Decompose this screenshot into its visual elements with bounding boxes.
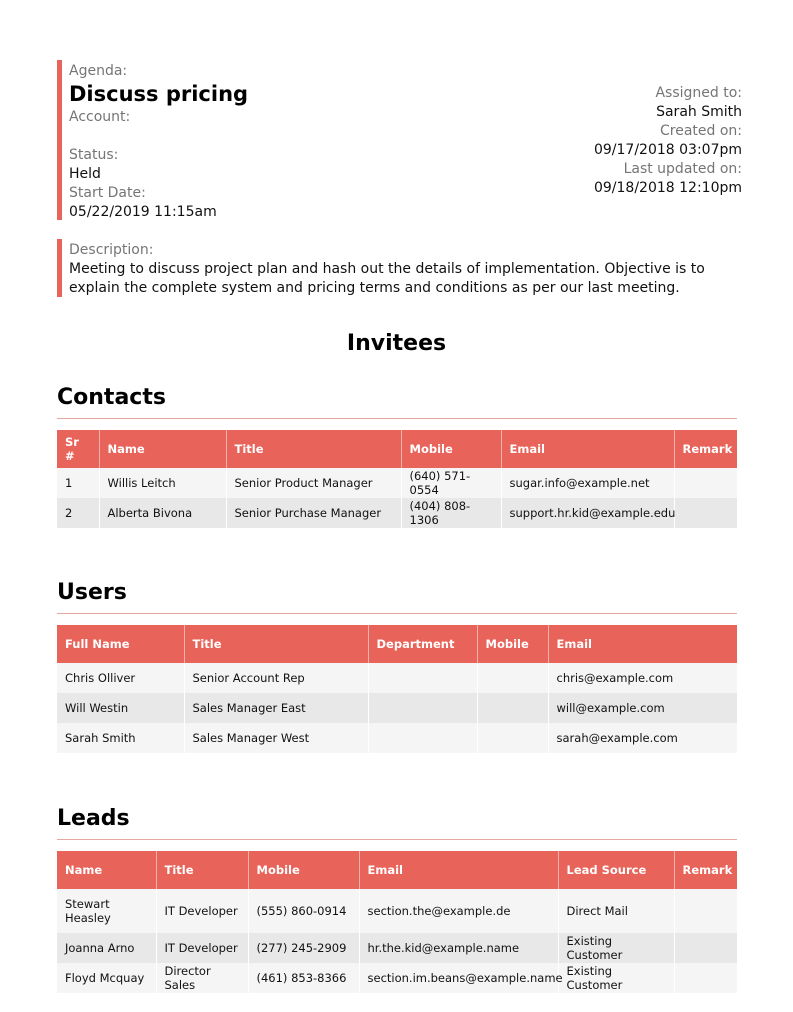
table-cell: (461) 853-8366 <box>248 963 359 993</box>
column-header: Email <box>548 625 737 663</box>
table-row <box>57 498 737 528</box>
table-cell: will@example.com <box>548 693 737 723</box>
table-row <box>57 963 737 993</box>
leads-heading: Leads <box>57 806 130 831</box>
contacts-table <box>57 430 737 528</box>
table-cell: 1 <box>57 468 99 498</box>
table-cell: 2 <box>57 498 99 528</box>
agenda-label: Agenda: <box>69 63 128 79</box>
table-cell: Sales Manager West <box>184 723 368 753</box>
status-label: Status: <box>69 147 119 163</box>
users-heading: Users <box>57 580 127 605</box>
column-header: Full Name <box>57 625 184 663</box>
table-cell: (640) 571-0554 <box>401 468 501 498</box>
leads-table <box>57 851 737 993</box>
column-header: Remark <box>674 851 737 889</box>
table-cell <box>368 723 477 753</box>
column-header: Mobile <box>477 625 548 663</box>
table-cell <box>674 468 737 498</box>
table-cell: section.the@example.de <box>359 889 558 933</box>
table-cell <box>674 889 737 933</box>
contacts-header-row <box>57 430 737 468</box>
table-cell: sarah@example.com <box>548 723 737 753</box>
table-cell: Existing Customer <box>558 933 674 963</box>
updated-value: 09/18/2018 12:10pm <box>593 180 742 196</box>
meeting-details-left <box>69 62 429 222</box>
column-header: Title <box>184 625 368 663</box>
account-value <box>69 127 429 146</box>
invitees-heading: Invitees <box>346 331 447 356</box>
users-header-row <box>57 625 737 663</box>
users-divider <box>57 613 737 614</box>
table-cell <box>674 963 737 993</box>
leads-header-row <box>57 851 737 889</box>
table-cell: hr.the.kid@example.name <box>359 933 558 963</box>
table-row <box>57 468 737 498</box>
column-header: Email <box>359 851 558 889</box>
status-value: Held <box>69 166 101 182</box>
column-header: Email <box>501 430 674 468</box>
table-cell: (555) 860-0914 <box>248 889 359 933</box>
table-cell: Chris Olliver <box>57 663 184 693</box>
table-cell: Joanna Arno <box>57 933 156 963</box>
table-cell <box>674 933 737 963</box>
column-header: Name <box>99 430 226 468</box>
table-cell <box>477 693 548 723</box>
table-cell: Direct Mail <box>558 889 674 933</box>
column-header: Lead Source <box>558 851 674 889</box>
table-cell: section.im.beans@example.name <box>359 963 558 993</box>
table-cell: Sales Manager East <box>184 693 368 723</box>
table-row <box>57 723 737 753</box>
created-value: 09/17/2018 03:07pm <box>593 142 742 158</box>
table-cell: Willis Leitch <box>99 468 226 498</box>
assigned-label: Assigned to: <box>655 85 742 101</box>
table-cell: (404) 808-1306 <box>401 498 501 528</box>
start-date-value: 05/22/2019 11:15am <box>69 204 217 220</box>
column-header: Remark <box>674 430 737 468</box>
agenda-title: Discuss pricing <box>69 82 249 106</box>
column-header: Name <box>57 851 156 889</box>
table-row <box>57 663 737 693</box>
table-cell: support.hr.kid@example.edu <box>501 498 674 528</box>
table-cell: Alberta Bivona <box>99 498 226 528</box>
column-header: Mobile <box>248 851 359 889</box>
table-cell <box>477 663 548 693</box>
leads-divider <box>57 839 737 840</box>
table-cell: Will Westin <box>57 693 184 723</box>
table-cell: Senior Product Manager <box>226 468 401 498</box>
table-cell: IT Developer <box>156 889 248 933</box>
meeting-header <box>57 60 742 220</box>
table-row <box>57 693 737 723</box>
table-row <box>57 933 737 963</box>
table-cell <box>368 663 477 693</box>
table-cell: Floyd Mcquay <box>57 963 156 993</box>
description-block <box>57 239 742 297</box>
assigned-value: Sarah Smith <box>656 104 742 120</box>
column-header: Title <box>226 430 401 468</box>
table-cell: (277) 245-2909 <box>248 933 359 963</box>
table-cell: IT Developer <box>156 933 248 963</box>
table-cell: Sarah Smith <box>57 723 184 753</box>
table-cell <box>477 723 548 753</box>
table-cell: Senior Account Rep <box>184 663 368 693</box>
table-cell <box>674 498 737 528</box>
table-cell: chris@example.com <box>548 663 737 693</box>
description-label: Description: <box>69 242 154 258</box>
table-cell <box>368 693 477 723</box>
start-date-label: Start Date: <box>69 185 146 201</box>
description-text: Meeting to discuss project plan and hash out the details of implementation. Objective is to explain the complete system and pricing terms and conditions as per our last meeting. <box>69 261 705 296</box>
table-cell: Director Sales <box>156 963 248 993</box>
column-header: Sr # <box>57 430 99 468</box>
table-cell: Existing Customer <box>558 963 674 993</box>
table-cell: Stewart Heasley <box>57 889 156 933</box>
created-label: Created on: <box>659 123 742 139</box>
updated-label: Last updated on: <box>623 161 742 177</box>
account-label: Account: <box>69 109 131 125</box>
table-cell: Senior Purchase Manager <box>226 498 401 528</box>
meeting-details-right <box>442 84 742 198</box>
column-header: Mobile <box>401 430 501 468</box>
table-row <box>57 889 737 933</box>
table-cell: sugar.info@example.net <box>501 468 674 498</box>
users-table <box>57 625 737 753</box>
column-header: Title <box>156 851 248 889</box>
column-header: Department <box>368 625 477 663</box>
contacts-divider <box>57 418 737 419</box>
contacts-heading: Contacts <box>57 385 166 410</box>
